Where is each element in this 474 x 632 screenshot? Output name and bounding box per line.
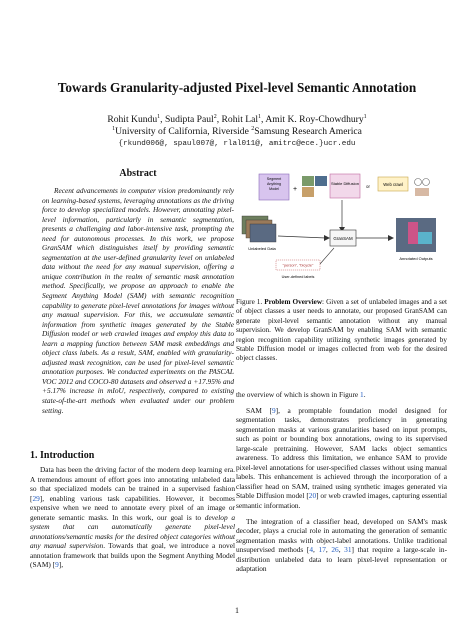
plus-symbol: + xyxy=(292,186,298,193)
affiliation: Samsung Research America xyxy=(254,126,362,137)
citation-link[interactable]: 9 xyxy=(55,560,59,570)
text-run: , xyxy=(325,545,332,555)
intro-paragraph xyxy=(30,465,235,570)
arrow-data-to-gransam xyxy=(278,236,326,238)
citation-link[interactable]: 26 xyxy=(331,545,339,555)
user-defined-labels-caption: User-defined labels xyxy=(281,275,315,279)
sam-label-line: Model xyxy=(269,187,279,191)
text-run: , xyxy=(338,545,345,555)
or-label: or xyxy=(366,184,370,189)
web-image-icon xyxy=(415,179,422,186)
caption-title: Problem Overview xyxy=(264,298,323,306)
text-run: ], xyxy=(58,560,64,570)
text-run: . Towards that goal, we introduce a novel annotation framework that builds upon the Segment Anything Model (SAM) [ xyxy=(30,541,235,570)
paper-title: Towards Granularity-adjusted Pixel-level Semantic Annotation xyxy=(57,80,417,95)
affiliation: University of California, Riverside xyxy=(115,126,249,137)
sam-label-line: Anything xyxy=(267,182,281,186)
output-mask-person xyxy=(408,222,418,244)
citation-link[interactable]: 17 xyxy=(318,545,326,555)
unlabeled-image xyxy=(250,224,276,242)
abstract-body xyxy=(42,186,234,415)
text-run: Data has been the driving factor of the modern deep learning era. A tremendous amount of effort goes into annotating unlabeled data so that specialized models can be trained in a supervised fashion [ xyxy=(30,465,235,503)
affil-mark: 1 xyxy=(363,114,367,120)
paragraph xyxy=(236,390,447,400)
citation-link[interactable]: 20 xyxy=(308,491,317,501)
arrow-labels-to-gransam xyxy=(320,248,334,264)
citation-link[interactable]: 4 xyxy=(309,545,314,555)
sam-label-line: Segment xyxy=(266,177,282,181)
affil-mark: 1 xyxy=(112,126,116,132)
caption-lead: Figure 1. xyxy=(236,298,265,306)
stable-diffusion-label: Stable Diffusion xyxy=(331,181,359,186)
figure-1-overview xyxy=(232,168,450,288)
output-mask-bicycle xyxy=(418,232,432,244)
sd-thumbnail xyxy=(302,187,314,197)
text-run: The integration of a classifier head, developed on SAM's mask decoder, plays a crucial role in automating the generation of semantic segmentation masks with object-label annotations. Unlike traditional unsupervised methods [ xyxy=(236,516,447,555)
affil-mark: 1 xyxy=(258,114,262,120)
unlabeled-data-label: Unlabeled Data xyxy=(248,246,276,251)
author-emails: {rkund006@, spaul007@, rlal011@, amitrc@ece.}ucr.edu xyxy=(118,140,356,148)
abstract-text: Recent advancements in computer vision predominantly rely on learning-based systems, leveraging annotations as the driving force to develop specialized models. However, annotating pixel-level information, particularly in semantic segmentation, presents a challenging and labor-intensive task, prompting the need for autonomous processes. In this work, we propose GranSAM which distinguishes itself by providing semantic segmentation at the user-defined granularity level on unlabeled data without the need for any manual supervision, offering a unique contribution in the realm of semantic mask annotation method. Specifically, we propose an approach to enable the Segment Anything Model (SAM) with semantic recognition capability to generate pixel-level annotations for images without any manual supervision. For this, we accumulate semantic information from synthetic images generated by the Stable Diffusion model or web crawled images and employ this data to learn a mapping function between SAM mask embeddings and object class labels. As a result, SAM, enabled with granularity-adjusted mask recognition, can be used for pixel-level semantic annotation purposes. We conducted experiments on the PASCAL VOC 2012 and COCO-80 datasets and observed a +17.95% and +5.17% increase in mIoU, respectively, compared to existing state-of-the-art methods when evaluated under our problem setting. xyxy=(42,186,234,415)
author-sep: , xyxy=(261,114,266,125)
author-sep: , xyxy=(216,114,222,125)
affiliations xyxy=(0,126,474,138)
text-run: ] or web crawled images, capturing essential semantic information. xyxy=(236,491,447,511)
web-crawl-label: Web crawl xyxy=(383,182,403,187)
sd-thumbnail xyxy=(302,176,314,186)
citation-link[interactable]: 9 xyxy=(271,405,276,415)
annotated-outputs-label: Annotated Outputs xyxy=(399,256,433,261)
stable-diffusion-box xyxy=(330,174,360,198)
page-number: 1 xyxy=(235,606,239,615)
author-name: Amit K. Roy-Chowdhury xyxy=(265,114,364,125)
author-name: Sudipta Paul xyxy=(164,114,214,125)
affil-mark: 2 xyxy=(213,114,217,120)
figure-reference-link[interactable]: 1 xyxy=(360,390,364,399)
text-run: ] that require a large-scale in-distribution unlabeled data to learn pixel-level representation or adaptation xyxy=(236,545,448,574)
affil-mark: 1 xyxy=(157,114,161,120)
text-run: the overview of which is shown in Figure xyxy=(236,390,361,399)
text-run: SAM [ xyxy=(246,405,272,415)
text-run: , xyxy=(313,545,319,555)
text-run: . xyxy=(363,390,366,399)
abstract-heading: Abstract xyxy=(119,168,157,179)
introduction-body xyxy=(30,465,235,570)
text-run: ], enabling various task capabilities. However, it becomes expensive when we need to annotate every pixel of an image or generate semantic masks. In this work, our goal is to xyxy=(30,493,235,522)
citation-link[interactable]: 29 xyxy=(32,493,40,503)
arrow-head xyxy=(324,235,330,241)
paragraph xyxy=(236,406,447,511)
emphasis-text: develop a system that can automatically generate pixel-level annotations/semantic masks for the desired object categories without any manual supervision xyxy=(30,512,235,551)
figure-1-caption xyxy=(236,298,447,364)
user-labels-text: "person", "bicycle" xyxy=(282,263,314,268)
paragraph xyxy=(236,517,447,574)
arrow-head xyxy=(388,235,394,241)
author-name: Rohit Kundu xyxy=(107,114,158,125)
author-list xyxy=(0,114,474,126)
citation-link[interactable]: 31 xyxy=(344,545,352,555)
caption-text: : Given a set of unlabeled images and a set of object classes a user needs to annotate, our proposed GranSAM can generate pixel-level semantic annotation without any manual supervision. We develop GranSAM by enabling SAM with semantic region recognition capability utilizing synthetic images generated by Stable Diffusion model or images collected from web for the desired object classes. xyxy=(236,298,447,363)
section-heading-introduction: 1. Introduction xyxy=(30,450,95,461)
web-image-icon xyxy=(423,179,430,186)
affil-mark: 2 xyxy=(251,126,255,132)
text-run: ], a promptable foundation model designed for segmentation tasks, demonstrates proficiency in generating segmentation masks at various granularities based on input prompts, such as point or bounding box annotations, owing to its supervised large-scale pretraining. However, SAM lacks object semantics awareness. To address this limitation, we enhance SAM to provide pixel-level annotations for user-specified classes without using manual labels. This enhancement is achieved through the incorporation of a classifier head on SAM, trained using synthetic images generated via Stable Diffusion model [ xyxy=(236,405,448,501)
author-sep: , xyxy=(160,114,165,125)
right-column-body xyxy=(236,390,447,574)
author-name: Rohit Lal xyxy=(221,114,259,125)
web-image-icon xyxy=(415,188,429,196)
gransam-label: GranSAM xyxy=(333,236,353,241)
sd-thumbnail xyxy=(315,176,327,186)
